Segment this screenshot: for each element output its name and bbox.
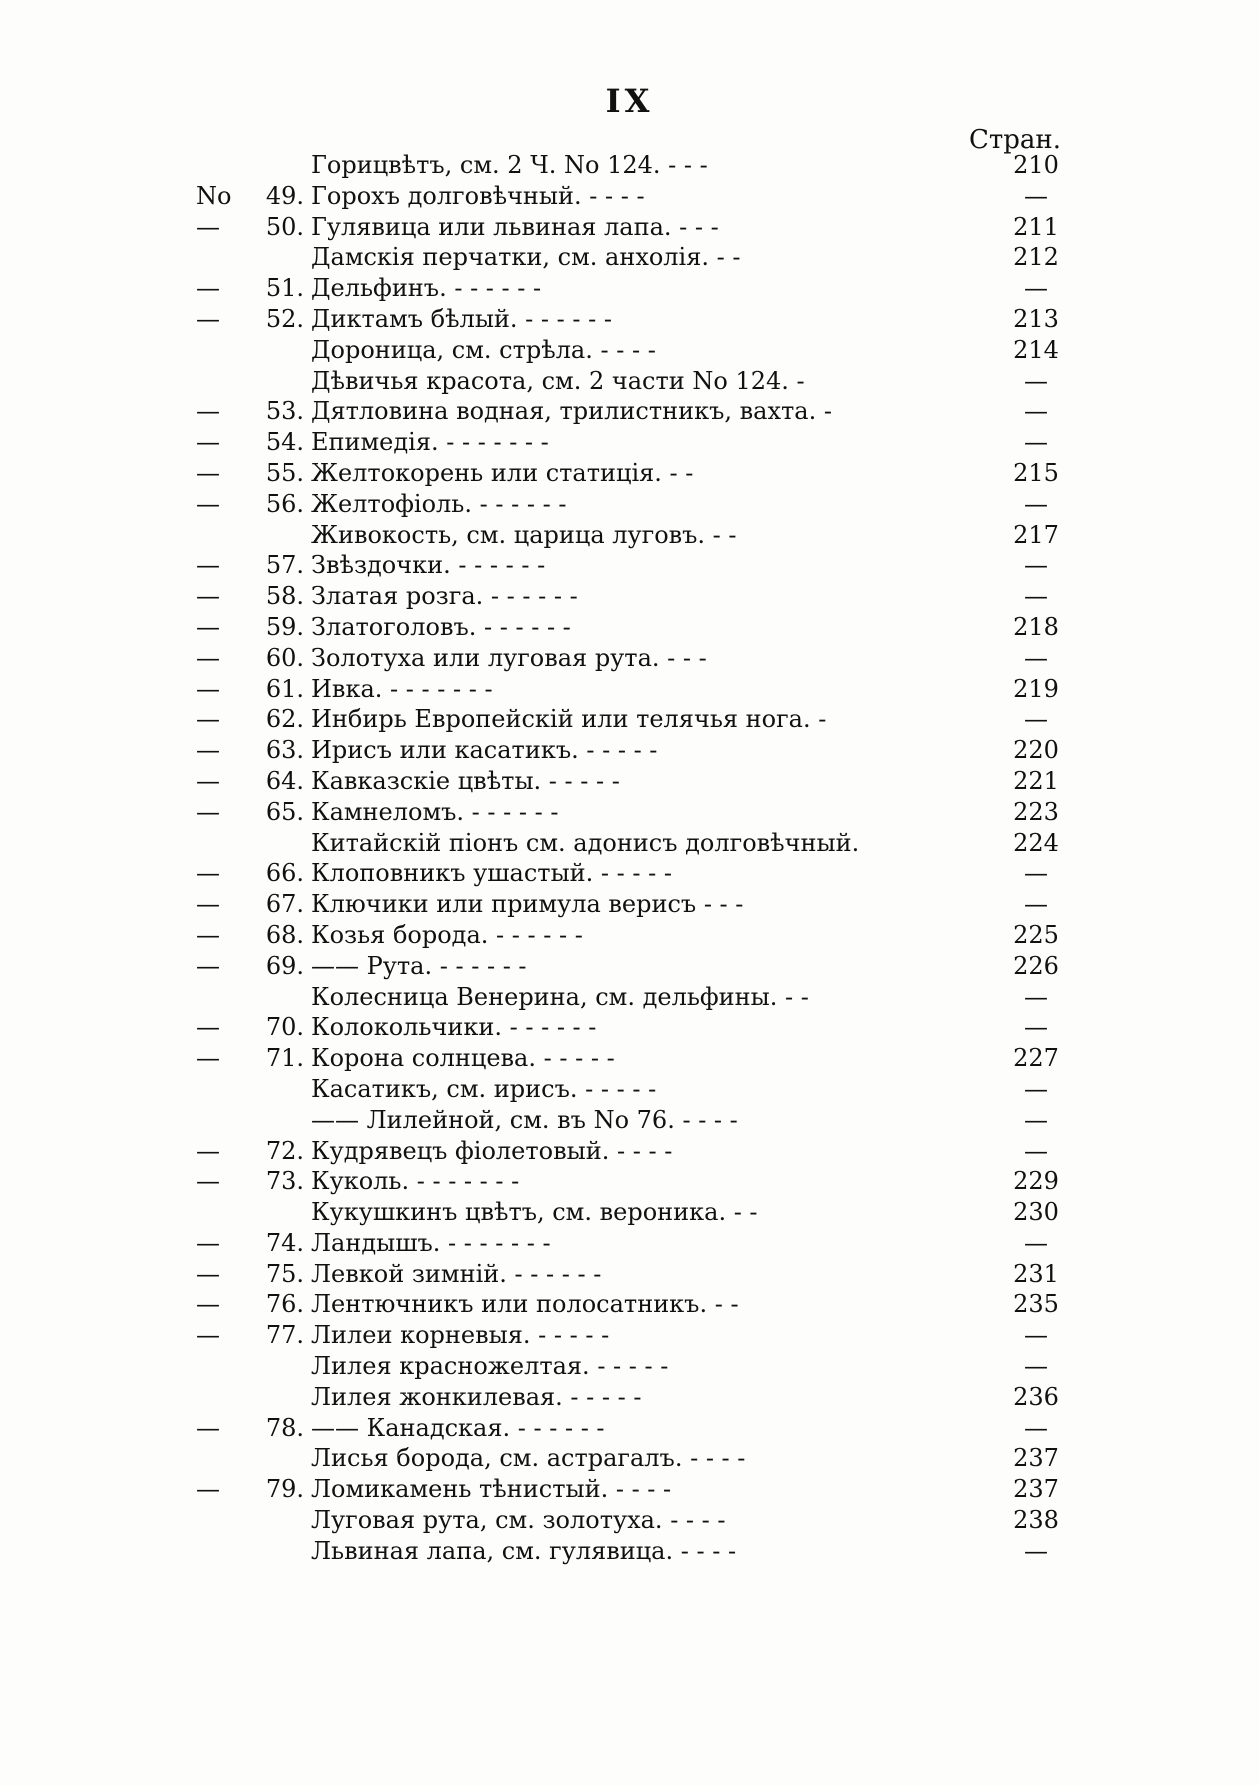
entry-name: Дамскія перчатки, см. анхолія. - - <box>311 243 741 272</box>
entry-name: Горицвѣтъ, см. 2 Ч. No 124. - - - <box>311 151 708 179</box>
entry-prefix: — <box>196 582 220 611</box>
entry-name: Ключики или примула верисъ - - - <box>311 890 744 919</box>
entry-prefix: — <box>196 1013 220 1042</box>
index-entry <box>0 1351 1259 1382</box>
entry-name: Левкой зимній. - - - - - - <box>311 1259 602 1288</box>
entry-name: Лисья борода, см. астрагалъ. - - - - <box>311 1444 746 1473</box>
entry-page: 231 <box>1013 1259 1059 1288</box>
entry-prefix: — <box>196 397 220 426</box>
entry-number: 74. <box>265 1228 304 1257</box>
index-entry <box>0 396 1259 427</box>
entry-number: 50. <box>265 212 304 241</box>
index-entry <box>0 1166 1259 1197</box>
entry-page: 219 <box>1013 674 1059 703</box>
index-list <box>0 150 1259 1567</box>
entry-name: Лилея красножелтая. - - - - - <box>311 1352 669 1381</box>
entry-prefix: — <box>196 1290 220 1319</box>
entry-page: — <box>1024 1352 1048 1381</box>
entry-prefix: — <box>196 859 220 888</box>
index-entry <box>0 581 1259 612</box>
entry-prefix: — <box>196 1321 220 1350</box>
index-entry <box>0 674 1259 705</box>
entry-name: Кудрявецъ фіолетовый. - - - - <box>311 1136 673 1165</box>
entry-prefix: — <box>196 643 220 672</box>
entry-page: — <box>1024 1105 1048 1134</box>
entry-name: Куколь. - - - - - - - <box>311 1167 520 1196</box>
entry-name: Златая розга. - - - - - - <box>311 582 578 611</box>
entry-name: Кукушкинъ цвѣтъ, см. вероника. - - <box>311 1198 758 1227</box>
index-entry <box>0 520 1259 551</box>
entry-name: Гулявица или львиная лапа. - - - <box>311 212 719 241</box>
entry-page: — <box>1024 428 1048 457</box>
index-entry <box>0 1012 1259 1043</box>
entry-page: 220 <box>1013 736 1059 765</box>
index-entry <box>0 1320 1259 1351</box>
entry-name: —— Лилейной, см. въ No 76. - - - - <box>311 1105 738 1134</box>
entry-prefix: — <box>196 766 220 795</box>
entry-number: 69. <box>265 951 304 980</box>
index-entry <box>0 766 1259 797</box>
index-entry <box>0 982 1259 1013</box>
entry-page: 235 <box>1013 1290 1059 1319</box>
index-entry <box>0 181 1259 212</box>
entry-number: 49. <box>265 181 304 210</box>
entry-name: Дельфинъ. - - - - - - <box>311 274 542 303</box>
entry-name: Корона солнцева. - - - - - <box>311 1044 615 1073</box>
index-entry <box>0 335 1259 366</box>
entry-page: 237 <box>1013 1444 1059 1473</box>
index-entry <box>0 1074 1259 1105</box>
index-entry <box>0 797 1259 828</box>
entry-number: 65. <box>265 797 304 826</box>
entry-prefix: — <box>196 458 220 487</box>
entry-name: Камнеломъ. - - - - - - <box>311 797 559 826</box>
entry-number: 79. <box>265 1475 304 1504</box>
index-entry <box>0 1043 1259 1074</box>
index-entry <box>0 212 1259 243</box>
entry-prefix: — <box>196 797 220 826</box>
entry-page: 217 <box>1013 520 1059 549</box>
entry-prefix: — <box>196 736 220 765</box>
entry-prefix: — <box>196 890 220 919</box>
entry-number: 75. <box>265 1259 304 1288</box>
entry-page: — <box>1024 551 1048 580</box>
entry-page: — <box>1024 274 1048 303</box>
entry-name: Колесница Венерина, см. дельфины. - - <box>311 982 809 1011</box>
entry-number: 66. <box>265 859 304 888</box>
entry-page: — <box>1024 705 1048 734</box>
index-entry <box>0 366 1259 397</box>
entry-prefix: — <box>196 428 220 457</box>
entry-page: 223 <box>1013 797 1059 826</box>
index-entry <box>0 612 1259 643</box>
entry-page: 214 <box>1013 335 1059 364</box>
entry-number: 70. <box>265 1013 304 1042</box>
entry-name: Ландышъ. - - - - - - - <box>311 1228 551 1257</box>
index-entry <box>0 1505 1259 1536</box>
entry-name: —— Рута. - - - - - - <box>311 951 527 980</box>
entry-number: 56. <box>265 489 304 518</box>
entry-name: Епимедія. - - - - - - - <box>311 428 549 457</box>
entry-page: — <box>1024 582 1048 611</box>
entry-page: — <box>1024 489 1048 518</box>
entry-page: — <box>1024 181 1048 210</box>
entry-page: 229 <box>1013 1167 1059 1196</box>
index-entry <box>0 273 1259 304</box>
index-entry <box>0 643 1259 674</box>
index-entry <box>0 1474 1259 1505</box>
entry-page: 218 <box>1013 612 1059 641</box>
index-entry <box>0 735 1259 766</box>
entry-name: Лилея жонкилевая. - - - - - <box>311 1382 642 1411</box>
entry-page: — <box>1024 1136 1048 1165</box>
entry-number: 53. <box>265 397 304 426</box>
entry-number: 62. <box>265 705 304 734</box>
entry-number: 63. <box>265 736 304 765</box>
index-entry <box>0 1105 1259 1136</box>
entry-prefix: — <box>196 1167 220 1196</box>
entry-page: 225 <box>1013 920 1059 949</box>
entry-name: Златоголовъ. - - - - - - <box>311 612 571 641</box>
entry-prefix: — <box>196 1044 220 1073</box>
entry-prefix: — <box>196 274 220 303</box>
entry-page: 213 <box>1013 304 1059 333</box>
entry-page: 210 <box>1013 151 1059 179</box>
entry-page: — <box>1024 1536 1048 1565</box>
index-entry <box>0 550 1259 581</box>
entry-prefix: — <box>196 1228 220 1257</box>
entry-page: 224 <box>1013 828 1059 857</box>
entry-name: Львиная лапа, см. гулявица. - - - - <box>311 1536 737 1565</box>
index-entry <box>0 1413 1259 1444</box>
index-entry <box>0 889 1259 920</box>
entry-number: 76. <box>265 1290 304 1319</box>
entry-number: 72. <box>265 1136 304 1165</box>
index-entry <box>0 1259 1259 1290</box>
entry-name: Ирисъ или касатикъ. - - - - - <box>311 736 658 765</box>
entry-number: 54. <box>265 428 304 457</box>
entry-prefix: — <box>196 304 220 333</box>
entry-name: Козья борода. - - - - - - <box>311 920 583 949</box>
entry-name: Луговая рута, см. золотуха. - - - - <box>311 1506 726 1535</box>
index-entry <box>0 1536 1259 1567</box>
entry-page: — <box>1024 366 1048 395</box>
entry-number: 77. <box>265 1321 304 1350</box>
entry-name: Ломикамень тѣнистый. - - - - <box>311 1475 672 1504</box>
entry-name: Горохъ долговѣчный. - - - - <box>311 181 645 210</box>
entry-page: 230 <box>1013 1198 1059 1227</box>
index-entry <box>0 427 1259 458</box>
entry-page: 236 <box>1013 1382 1059 1411</box>
entry-number: 67. <box>265 890 304 919</box>
index-entry <box>0 458 1259 489</box>
entry-name: Касатикъ, см. ирисъ. - - - - - <box>311 1074 657 1103</box>
entry-name: Кавказскіе цвѣты. - - - - - <box>311 766 620 795</box>
page-number: IX <box>605 82 654 120</box>
entry-number: 71. <box>265 1044 304 1073</box>
entry-prefix: — <box>196 951 220 980</box>
entry-name: Дороница, см. стрѣла. - - - - <box>311 335 656 364</box>
entry-prefix: — <box>196 551 220 580</box>
entry-page: — <box>1024 859 1048 888</box>
entry-page: 215 <box>1013 458 1059 487</box>
entry-number: 60. <box>265 643 304 672</box>
entry-name: Колокольчики. - - - - - - <box>311 1013 597 1042</box>
entry-page: — <box>1024 1013 1048 1042</box>
entry-page: — <box>1024 982 1048 1011</box>
entry-name: Лилеи корневыя. - - - - - <box>311 1321 610 1350</box>
index-entry <box>0 304 1259 335</box>
entry-number: 51. <box>265 274 304 303</box>
entry-page: — <box>1024 1074 1048 1103</box>
index-entry <box>0 951 1259 982</box>
index-entry <box>0 1443 1259 1474</box>
index-entry <box>0 489 1259 520</box>
index-entry <box>0 858 1259 889</box>
entry-number: 58. <box>265 582 304 611</box>
entry-prefix: — <box>196 1413 220 1442</box>
index-entry <box>0 1136 1259 1167</box>
index-entry <box>0 1228 1259 1259</box>
entry-number: 52. <box>265 304 304 333</box>
entry-name: Инбирь Европейскій или телячья нога. - <box>311 705 827 734</box>
entry-name: Китайскій піонъ см. адонисъ долговѣчный. <box>311 828 860 857</box>
entry-page: 221 <box>1013 766 1059 795</box>
entry-number: 68. <box>265 920 304 949</box>
index-entry <box>0 1289 1259 1320</box>
entry-number: 73. <box>265 1167 304 1196</box>
entry-name: Звѣздочки. - - - - - - <box>311 551 546 580</box>
index-entry <box>0 920 1259 951</box>
entry-name: Дятловина водная, трилистникъ, вахта. - <box>311 397 832 426</box>
index-entry <box>0 704 1259 735</box>
entry-prefix: — <box>196 1136 220 1165</box>
entry-prefix: — <box>196 1259 220 1288</box>
entry-name: Ивка. - - - - - - - <box>311 674 493 703</box>
entry-number: 61. <box>265 674 304 703</box>
entry-page: — <box>1024 1413 1048 1442</box>
entry-number: 55. <box>265 458 304 487</box>
entry-prefix: — <box>196 612 220 641</box>
entry-page: — <box>1024 890 1048 919</box>
index-entry <box>0 242 1259 273</box>
entry-page: 237 <box>1013 1475 1059 1504</box>
entry-prefix: — <box>196 1475 220 1504</box>
entry-name: —— Канадская. - - - - - - <box>311 1413 605 1442</box>
entry-prefix: — <box>196 674 220 703</box>
entry-page: 226 <box>1013 951 1059 980</box>
entry-number: 78. <box>265 1413 304 1442</box>
entry-number: 59. <box>265 612 304 641</box>
entry-page: — <box>1024 1321 1048 1350</box>
index-entry <box>0 150 1259 181</box>
entry-name: Клоповникъ ушастый. - - - - - <box>311 859 672 888</box>
entry-page: — <box>1024 397 1048 426</box>
entry-prefix: — <box>196 920 220 949</box>
entry-page: — <box>1024 1228 1048 1257</box>
entry-prefix: No <box>196 181 232 210</box>
entry-name: Живокость, см. царица луговъ. - - <box>311 520 737 549</box>
entry-prefix: — <box>196 705 220 734</box>
index-entry <box>0 1382 1259 1413</box>
entry-name: Желтофіоль. - - - - - - <box>311 489 567 518</box>
entry-prefix: — <box>196 212 220 241</box>
index-entry <box>0 828 1259 859</box>
entry-page: 238 <box>1013 1506 1059 1535</box>
entry-name: Диктамъ бѣлый. - - - - - - <box>311 304 612 333</box>
entry-number: 57. <box>265 551 304 580</box>
entry-page: 227 <box>1013 1044 1059 1073</box>
entry-name: Золотуха или луговая рута. - - - <box>311 643 707 672</box>
entry-page: — <box>1024 643 1048 672</box>
entry-prefix: — <box>196 489 220 518</box>
entry-page: 211 <box>1013 212 1059 241</box>
entry-name: Лентючникъ или полосатникъ. - - <box>311 1290 739 1319</box>
page-column-header: Стран. <box>968 125 1061 155</box>
entry-number: 64. <box>265 766 304 795</box>
index-entry <box>0 1197 1259 1228</box>
entry-page: 212 <box>1013 243 1059 272</box>
entry-name: Дѣвичья красота, см. 2 части No 124. - <box>311 366 805 395</box>
entry-name: Желтокорень или статиція. - - <box>311 458 694 487</box>
